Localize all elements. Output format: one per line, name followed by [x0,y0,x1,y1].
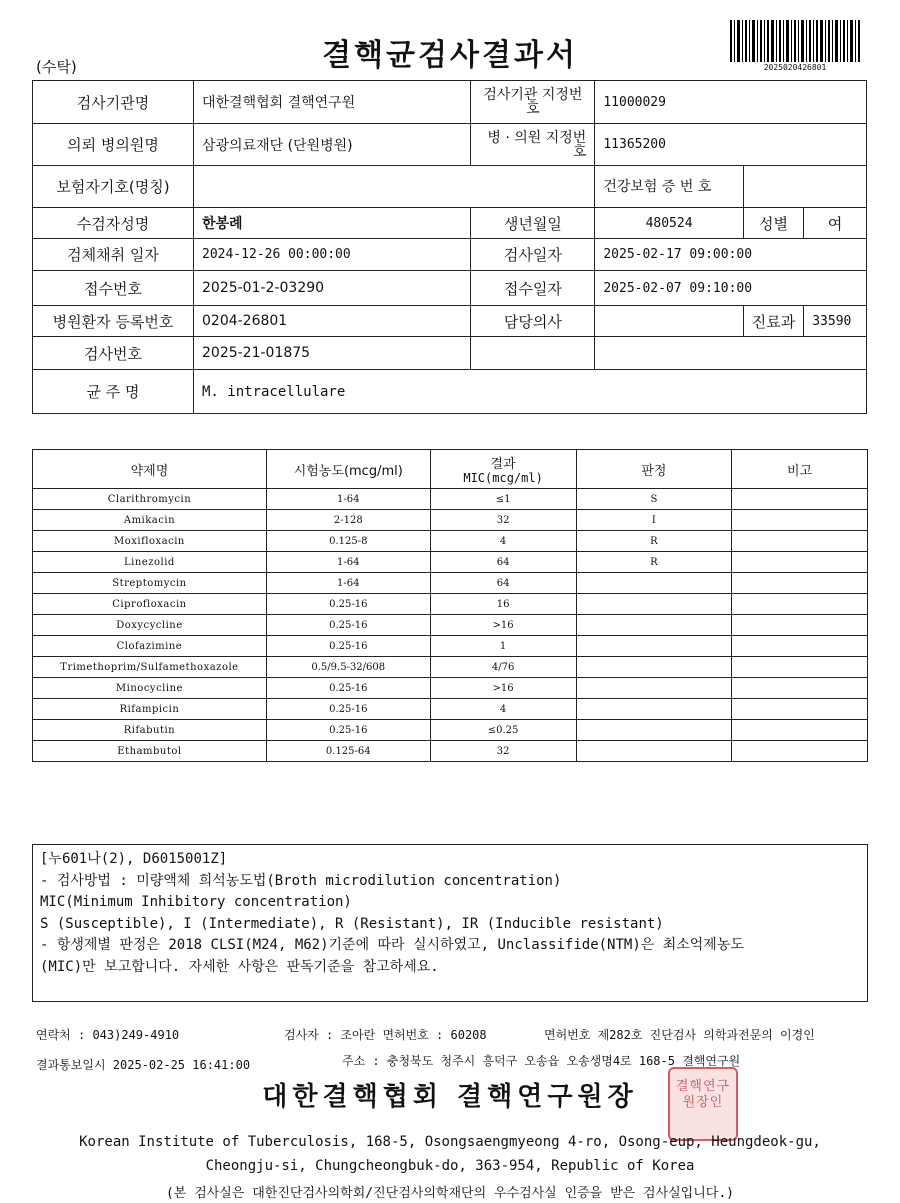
examiner-info: 검사자 : 조아란 면허번호 : 60208 [284,1028,487,1042]
inst-value: 대한결핵협회 결핵연구원 [194,81,471,124]
patient-label: 수검자성명 [33,208,194,239]
header-result-line2: MIC(mcg/ml) [463,471,543,485]
cell-range: 0.25-16 [266,720,430,741]
dob-value: 480524 [595,208,743,239]
clinic-no-value: 11365200 [595,124,867,166]
cell-judge: R [576,552,732,573]
test-date-label: 검사일자 [471,239,595,271]
note-line: - 검사방법 : 미량액체 희석농도법(Broth microdilution concentration) [40,872,562,889]
empty-cell [471,337,595,370]
header-drug: 약제명 [33,450,267,489]
cell-mic: 16 [430,594,576,615]
hosp-no-label: 병원환자 등록번호 [33,306,194,337]
institution-name: 대한결핵협회 결핵연구원장 [262,1082,638,1112]
cell-range: 1-64 [266,489,430,510]
test-no-value: 2025-21-01875 [194,337,471,370]
cell-judge [576,699,732,720]
table-row [33,594,868,615]
document-title: 결핵균검사결과서 [322,38,578,73]
table-row [33,636,868,657]
suppressed-label: (수탁) [36,58,77,76]
cell-drug: Ciprofloxacin [33,594,267,615]
test-date-value: 2025-02-17 09:00:00 [595,239,867,271]
table-row [33,531,868,552]
cell-mic: 4 [430,531,576,552]
cell-judge: R [576,531,732,552]
table-row [33,678,868,699]
table-row [33,720,868,741]
cell-note [732,699,868,720]
note-line: - 항생제별 판정은 2018 CLSI(M24, M62)기준에 따라 실시하였고, Unclassifide(NTM)은 최소억제농도 [40,937,744,953]
insurer-value [194,166,595,208]
cell-mic: ≤1 [430,489,576,510]
cell-note [732,594,868,615]
cell-range: 0.25-16 [266,615,430,636]
cell-mic: 1 [430,636,576,657]
header-range: 시험농도(mcg/ml) [266,450,430,489]
contact-info: 연락처 : 043)249-4910 [36,1028,180,1042]
sex-label: 성별 [743,208,803,239]
species-value: M. intracellulare [194,370,867,414]
cell-mic: >16 [430,678,576,699]
cell-drug: Ethambutol [33,741,267,762]
note-line: (MIC)만 보고합니다. 자세한 사항은 판독기준을 참고하세요. [40,958,439,975]
cell-note [732,552,868,573]
cell-note [732,720,868,741]
collect-value: 2024-12-26 00:00:00 [194,239,471,271]
cell-note [732,657,868,678]
certification-note: (본 검사실은 대한진단검사의학회/진단검사의학재단의 우수검사실 인증을 받은 검사실입니다.) [165,1186,735,1201]
barcode-icon [730,20,860,62]
cell-mic: 32 [430,510,576,531]
cell-note [732,510,868,531]
receipt-label: 접수번호 [33,271,194,306]
header-result [430,450,576,489]
cell-mic: 4/76 [430,657,576,678]
hosp-no-value: 0204-26801 [194,306,471,337]
inst-label: 검사기관명 [33,81,194,124]
cell-range: 2-128 [266,510,430,531]
table-row [33,699,868,720]
cell-range: 1-64 [266,552,430,573]
cell-note [732,573,868,594]
health-no-value [743,166,866,208]
inst-no-label: 검사기관 지정번호 [471,81,595,124]
cell-note [732,489,868,510]
cell-drug: Clarithromycin [33,489,267,510]
cell-judge: S [576,489,732,510]
header-note: 비고 [732,450,868,489]
table-row [33,573,868,594]
cell-drug: Linezolid [33,552,267,573]
cell-range: 1-64 [266,573,430,594]
report-date: 결과통보일시 2025-02-25 16:41:00 [36,1058,251,1072]
cell-range: 0.25-16 [266,636,430,657]
sex-value: 여 [804,208,867,239]
cell-drug: Doxycycline [33,615,267,636]
address: 주소 : 충청북도 청주시 흥덕구 오송읍 오송생명4로 168-5 결핵연구원 [342,1054,741,1068]
drug-susceptibility-table [32,449,868,762]
cell-judge [576,594,732,615]
table-row [33,510,868,531]
clinic-label: 의뢰 병의원명 [33,124,194,166]
dept-value: 33590 [804,306,867,337]
barcode-number: 2025020426801 [763,63,827,72]
seal-text: 결핵연구원장인 [675,1079,731,1110]
english-address-line2: Cheongju-si, Chungcheongbuk-do, 363-954, Republic of Korea [205,1158,695,1174]
cell-mic: 32 [430,741,576,762]
official-seal [668,1067,738,1141]
cell-range: 0.25-16 [266,699,430,720]
cell-range: 0.5/9.5-32/608 [266,657,430,678]
cell-judge [576,741,732,762]
note-line: S (Susceptible), I (Intermediate), R (Resistant), IR (Inducible resistant) [40,915,664,932]
cell-judge [576,678,732,699]
table-row [33,489,868,510]
receipt-date-value: 2025-02-07 09:10:00 [595,271,867,306]
cell-range: 0.125-64 [266,741,430,762]
table-row [33,615,868,636]
insurer-label: 보험자기호(명칭) [33,166,194,208]
cell-drug: Rifampicin [33,699,267,720]
cell-judge [576,615,732,636]
receipt-value: 2025-01-2-03290 [194,271,471,306]
receipt-date-label: 접수일자 [471,271,595,306]
table-row [33,657,868,678]
cell-drug: Moxifloxacin [33,531,267,552]
dept-label: 진료과 [743,306,803,337]
cell-drug: Trimethoprim/Sulfamethoxazole [33,657,267,678]
cell-mic: 64 [430,573,576,594]
header-result-line1: 결과 [490,457,516,472]
cell-mic: 4 [430,699,576,720]
cell-mic: >16 [430,615,576,636]
cell-judge [576,657,732,678]
empty-cell [595,337,867,370]
note-line: [누601나(2), D6015001Z] [40,851,228,867]
health-no-label: 건강보험 증 번 호 [595,166,743,208]
cell-note [732,636,868,657]
cell-judge [576,573,732,594]
clinic-no-label: 병 · 의원 지정번호 [471,124,595,166]
cell-drug: Amikacin [33,510,267,531]
cell-range: 0.25-16 [266,594,430,615]
cell-judge [576,636,732,657]
cell-judge [576,720,732,741]
notes-box [32,844,868,1002]
cell-mic: ≤0.25 [430,720,576,741]
cell-drug: Rifabutin [33,720,267,741]
cell-note [732,615,868,636]
cell-note [732,531,868,552]
cell-note [732,678,868,699]
patient-value: 한봉례 [194,208,471,239]
cell-note [732,741,868,762]
note-line: MIC(Minimum Inhibitory concentration) [40,894,352,910]
patient-info-table [32,80,867,414]
license-info: 면허번호 제282호 진단검사 의학과전문의 이경인 [544,1028,815,1042]
cell-range: 0.125-8 [266,531,430,552]
header-judge: 판정 [576,450,732,489]
collect-label: 검체채취 일자 [33,239,194,271]
table-row [33,552,868,573]
cell-mic: 64 [430,552,576,573]
doctor-value [595,306,743,337]
table-row [33,741,868,762]
english-address-line1: Korean Institute of Tuberculosis, 168-5, Osongsaengmyeong 4-ro, Osong-eup, Heungdeok-gu, [79,1134,821,1150]
species-label: 균 주 명 [33,370,194,414]
cell-drug: Clofazimine [33,636,267,657]
cell-drug: Minocycline [33,678,267,699]
clinic-value: 삼광의료재단 (단원병원) [194,124,471,166]
drug-rows [33,489,868,762]
cell-drug: Streptomycin [33,573,267,594]
inst-no-value: 11000029 [595,81,867,124]
doctor-label: 담당의사 [471,306,595,337]
cell-judge: I [576,510,732,531]
cell-range: 0.25-16 [266,678,430,699]
dob-label: 생년월일 [471,208,595,239]
test-no-label: 검사번호 [33,337,194,370]
